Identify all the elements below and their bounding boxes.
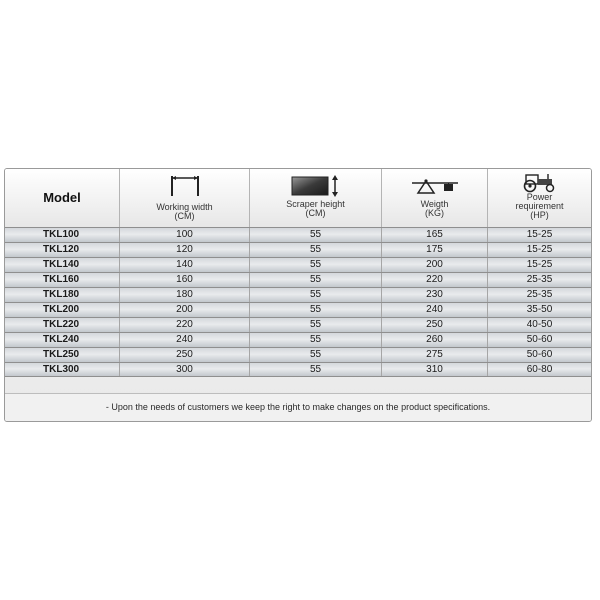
power-cell: 15-25 (526, 229, 553, 240)
weight-cell: 175 (382, 243, 488, 257)
table-row (5, 332, 591, 347)
table-body (5, 227, 591, 377)
weight-cell: 165 (382, 228, 488, 242)
working-width-cell: 240 (120, 333, 250, 347)
header-scraper-height-unit: (CM) (305, 208, 326, 218)
header-weight-label: Weigth (420, 199, 449, 209)
weight-cell: 275 (382, 348, 488, 362)
power-cell: 25-35 (526, 289, 553, 300)
scraper-height-cell: 55 (250, 288, 382, 302)
model-cell: TKL240 (5, 333, 120, 347)
working-width-cell: 200 (120, 303, 250, 317)
model-cell: TKL140 (5, 258, 120, 272)
weight-cell: 200 (382, 258, 488, 272)
scraper-height-cell: 55 (250, 243, 382, 257)
power-cell: 40-50 (526, 319, 553, 330)
working-width-cell: 140 (120, 258, 250, 272)
model-cell: TKL120 (5, 243, 120, 257)
model-cell: TKL300 (5, 363, 120, 376)
power-cell: 25-35 (526, 274, 553, 285)
footnote: - Upon the needs of customers we keep the right to make changes on the product specifications. (105, 402, 491, 412)
scraper-height-cell: 55 (250, 333, 382, 347)
table-row (5, 257, 591, 272)
header-working-width-unit: (CM) (174, 211, 195, 221)
scraper-height-icon (290, 174, 342, 200)
table-row (5, 362, 591, 377)
header-weight (382, 169, 488, 227)
working-width-cell: 250 (120, 348, 250, 362)
header-power-label-line2: requirement (515, 201, 564, 211)
weight-cell: 240 (382, 303, 488, 317)
model-cell: TKL220 (5, 318, 120, 332)
model-cell: TKL250 (5, 348, 120, 362)
header-scraper-height-label: Scraper height (286, 199, 345, 209)
model-cell: TKL180 (5, 288, 120, 302)
tractor-icon (520, 171, 560, 193)
power-cell: 50-60 (526, 349, 553, 360)
weight-icon (410, 173, 460, 195)
header-power-unit: (HP) (530, 210, 549, 220)
header-model-label: Model (43, 190, 81, 205)
scraper-height-cell: 55 (250, 348, 382, 362)
header-working-width-label: Working width (156, 202, 213, 212)
scraper-height-cell: 55 (250, 258, 382, 272)
working-width-cell: 100 (120, 228, 250, 242)
weight-cell: 230 (382, 288, 488, 302)
table-footer (5, 393, 591, 422)
header-weight-unit: (KG) (425, 208, 444, 218)
weight-cell: 220 (382, 273, 488, 287)
table-row (5, 272, 591, 287)
table-row (5, 227, 591, 242)
working-width-cell: 300 (120, 363, 250, 376)
table-row (5, 302, 591, 317)
header-working-width (120, 169, 250, 227)
working-width-cell: 120 (120, 243, 250, 257)
weight-cell: 310 (382, 363, 488, 376)
model-cell: TKL100 (5, 228, 120, 242)
header-model (5, 169, 120, 227)
power-cell: 15-25 (526, 244, 553, 255)
table-row (5, 242, 591, 257)
model-cell: TKL160 (5, 273, 120, 287)
weight-cell: 260 (382, 333, 488, 347)
working-width-cell: 220 (120, 318, 250, 332)
table-row (5, 347, 591, 362)
weight-cell: 250 (382, 318, 488, 332)
working-width-icon (169, 174, 201, 198)
working-width-cell: 160 (120, 273, 250, 287)
working-width-cell: 180 (120, 288, 250, 302)
scraper-height-cell: 55 (250, 228, 382, 242)
header-power (488, 169, 591, 227)
power-cell: 60-80 (526, 364, 553, 375)
table-row (5, 317, 591, 332)
header-scraper-height (250, 169, 382, 227)
power-cell: 15-25 (526, 259, 553, 270)
scraper-height-cell: 55 (250, 273, 382, 287)
spec-table-card (4, 168, 592, 422)
scraper-height-cell: 55 (250, 318, 382, 332)
header-power-label-line1: Power (526, 192, 553, 202)
model-cell: TKL200 (5, 303, 120, 317)
scraper-height-cell: 55 (250, 363, 382, 376)
scraper-height-cell: 55 (250, 303, 382, 317)
table-header (5, 169, 591, 227)
power-cell: 35-50 (526, 304, 553, 315)
table-row (5, 287, 591, 302)
power-cell: 50-60 (526, 334, 553, 345)
